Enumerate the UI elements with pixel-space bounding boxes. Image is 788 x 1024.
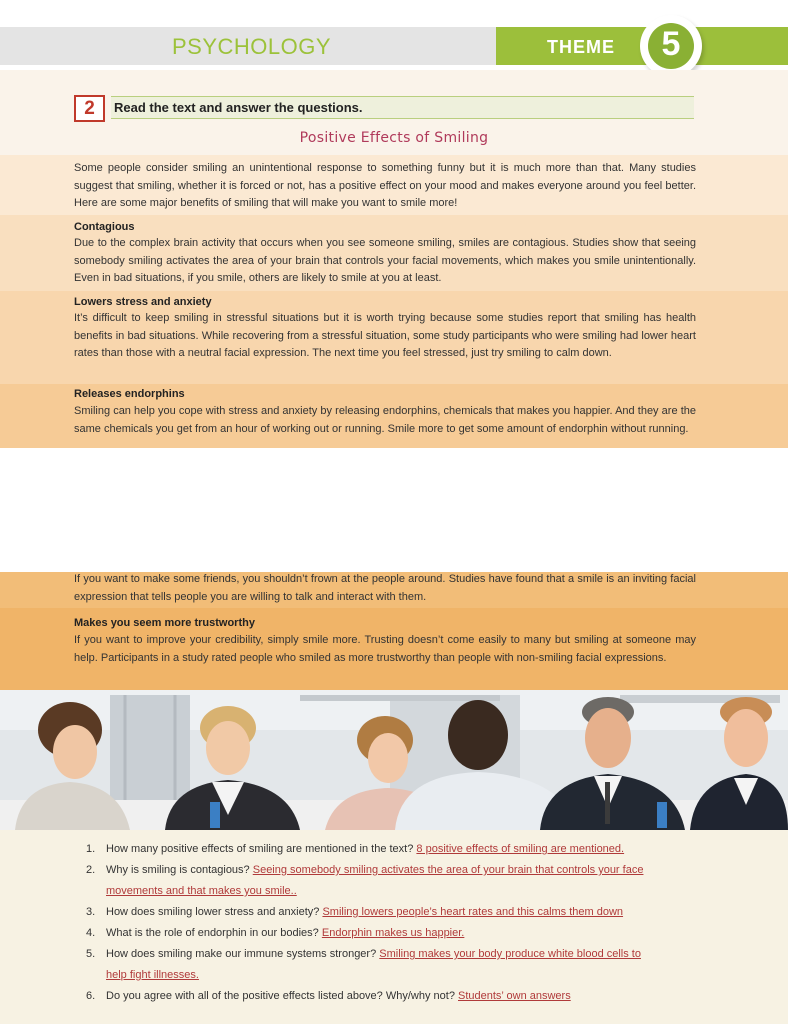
answer-text-continued: help fight illnesses.: [106, 969, 199, 981]
question-number: 6.: [86, 990, 96, 1002]
question-item: [86, 860, 726, 902]
section-heading: Lowers stress and anxiety: [74, 296, 212, 308]
intro-paragraph: Some people consider smiling an unintentional response to something funny but it is much more than that. Many studies suggest that smiling, whether it is forced or not, has a positive effect on your mood and makes everyone around you feel better. Here are some major benefits of smiling that will make you want to smile more!: [74, 162, 696, 209]
question-number: 1.: [86, 843, 96, 855]
answer-text-continued: movements and that makes you smile..: [106, 885, 297, 897]
section-body: Due to the complex brain activity that occurs when you see someone smiling, smiles are contagious. Studies show that seeing somebody smiling activates the area of your brain that controls your facial movements, which makes you smile unintentionally. Even in bad situations, if you smile, others are likely to smile at you at least.: [74, 237, 696, 284]
theme-label: THEME: [547, 37, 615, 57]
section-heading: Contagious: [74, 221, 135, 233]
question-text: How many positive effects of smiling are mentioned in the text?: [106, 843, 414, 855]
subject-title: PSYCHOLOGY: [172, 34, 332, 59]
question-item: [86, 839, 726, 860]
question-number: 5.: [86, 948, 96, 960]
section-heading: Releases endorphins: [74, 388, 185, 400]
answer-text: Smiling makes your body produce white blood cells to: [379, 948, 641, 960]
question-text: What is the role of endorphin in our bodies?: [106, 927, 319, 939]
section-body: If you want to improve your credibility, simply smile more. Trusting doesn’t come easily to many but smiling at someone may help. Participants in a study rated people who smiled as more trustworthy than people with non-smiling facial expressions.: [74, 634, 696, 664]
section-heading: Makes you seem more trustworthy: [74, 617, 255, 629]
answer-text: Students’ own answers: [458, 990, 571, 1002]
section-body: Smiling can help you cope with stress and anxiety by releasing endorphins, chemicals that makes you happier. And they are the same chemicals you get from an hour of working out or running. Smile more to get some amount of endorphin without running.: [74, 405, 696, 435]
question-item: [86, 923, 726, 944]
redacted-area: [5, 448, 788, 572]
question-item: [86, 902, 726, 923]
question-text: Why is smiling is contagious?: [106, 864, 250, 876]
text-title: Positive Effects of Smiling: [299, 130, 489, 146]
theme-number: 5: [661, 25, 681, 63]
answer-text: Seeing somebody smiling activates the area of your brain that controls your face: [252, 864, 644, 876]
section-body: It’s difficult to keep smiling in stressful situations but it is worth trying because some studies report that smiling has health benefits in bad situations. While recovering from a stressful situation, some study participants who were smiling had lower heart rates than those with a neutral facial expression. The next time you feel stressed, just try smiling to calm down.: [74, 312, 696, 359]
question-text: How does smiling make our immune systems stronger?: [106, 948, 377, 960]
answer-text: 8 positive effects of smiling are mentioned.: [416, 843, 625, 855]
question-text: How does smiling lower stress and anxiety?: [106, 906, 320, 918]
exercise-instruction: Read the text and answer the questions.: [114, 100, 363, 115]
question-number: 4.: [86, 927, 96, 939]
question-number: 3.: [86, 906, 96, 918]
answer-text: Endorphin makes us happier.: [321, 927, 465, 939]
question-item: [86, 986, 726, 1007]
question-text: Do you agree with all of the positive effects listed above? Why/why not?: [106, 990, 455, 1002]
section-body: If you want to make some friends, you shouldn’t frown at the people around. Studies have found that a smile is an inviting facial expression that tells people you are willing to talk and interact with them.: [74, 573, 696, 603]
exercise-number: 2: [84, 98, 95, 119]
page-header: [0, 0, 788, 70]
question-item: [86, 944, 726, 986]
question-number: 2.: [86, 864, 96, 876]
answer-text: Smiling lowers people’s heart rates and this calms them down: [322, 906, 624, 918]
smiling-people-photo: [0, 690, 788, 830]
